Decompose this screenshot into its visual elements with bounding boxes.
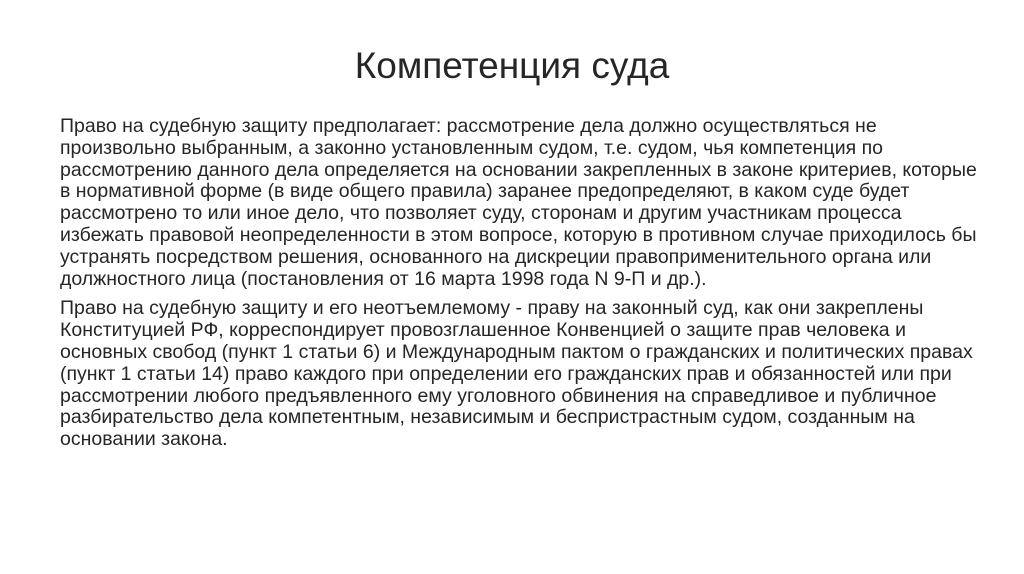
body-paragraph-1: Право на судебную защиту предполагает: рассмотрение дела должно осуществляться не произвольно выбранным, а законно установленным судом, т.е. судом, чья компетенция по рассмотрению данного дела определяется на основании закрепленных в законе критериев, которые в нормативной форме (в виде общего правила) заранее предопределяют, в каком суде будет рассмотрено то или иное дело, что позволяет суду, сторонам и другим участникам процесса избежать правовой неопределенности в этом вопросе, которую в противном случае приходилось бы устранять посредством решения, основанного на дискреции правоприменительного органа или должностного лица (постановления от 16 марта 1998 года N 9-П и др.). bbox=[60, 115, 977, 290]
slide-body bbox=[60, 116, 980, 459]
body-paragraph-2: Право на судебную защиту и его неотъемлемому - праву на законный суд, как они закреплены Конституцией РФ, корреспондирует провозглашенное Конвенцией о защите прав человека и основных свобод (пункт 1 статьи 6) и Международным пактом о гражданских и политических правах (пункт 1 статьи 14) право каждого при определении его гражданских прав и обязанностей или при рассмотрении любого предъявленного ему уголовного обвинения на справедливое и публичное разбирательство дела компетентным, независимым и беспристрастным судом, созданным на основании закона. bbox=[60, 297, 973, 451]
slide-title: Компетенция суда bbox=[354, 45, 670, 86]
